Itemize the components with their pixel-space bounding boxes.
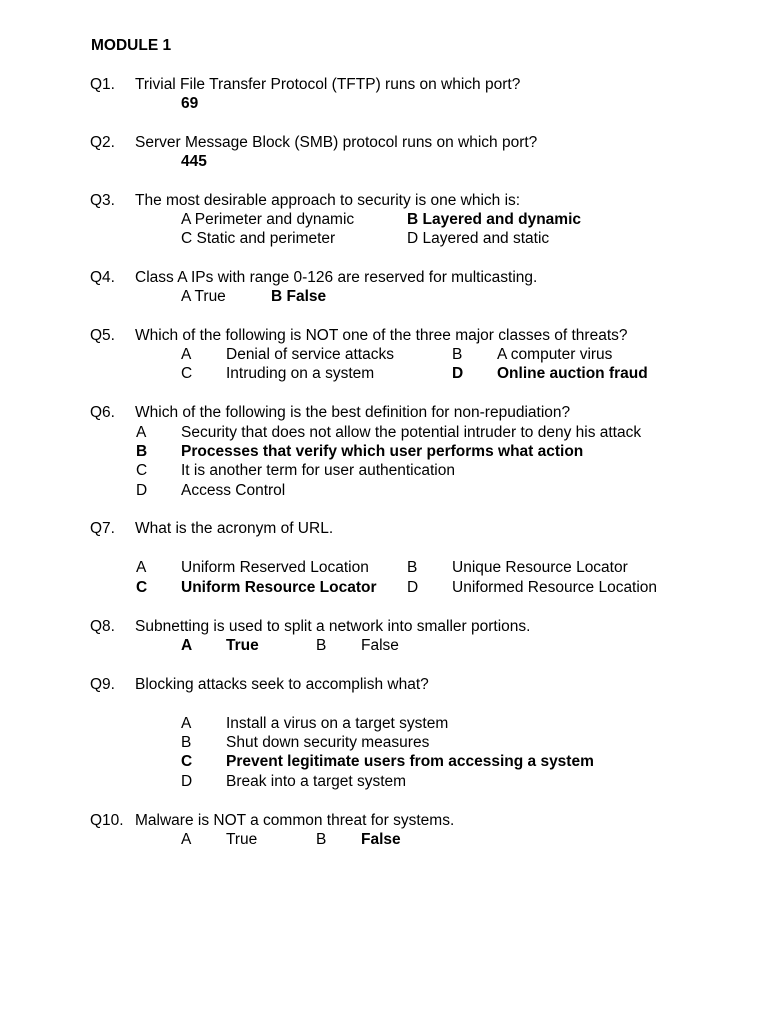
question-text: Blocking attacks seek to accomplish what? <box>135 676 429 693</box>
option-b-answer: B Layered and dynamic <box>407 211 582 228</box>
question-text: Malware is NOT a common threat for systems. <box>135 812 455 829</box>
option-d-answer: Online auction fraud <box>497 365 648 382</box>
option-a: Denial of service attacks <box>226 346 394 363</box>
option-b-answer: False <box>361 831 401 848</box>
question-text: Trivial File Transfer Protocol (TFTP) runs on which port? <box>135 76 521 93</box>
option-b-letter: B <box>316 831 327 848</box>
option-a-letter: A <box>181 831 192 848</box>
option-d: D Layered and static <box>407 230 550 247</box>
option-b: A computer virus <box>497 346 613 363</box>
option-a: True <box>226 831 258 848</box>
option-a: Security that does not allow the potential intruder to deny his attack <box>181 424 642 441</box>
question-text: The most desirable approach to security is one which is: <box>135 192 521 209</box>
option-d-letter: D <box>407 579 419 596</box>
module-title: MODULE 1 <box>91 37 172 54</box>
option-d: Access Control <box>181 482 286 499</box>
option-d-letter: D <box>136 482 148 499</box>
option-d-letter: D <box>181 773 193 790</box>
option-a: A True <box>181 288 226 305</box>
option-c-letter-answer: C <box>136 579 148 596</box>
question-text: What is the acronym of URL. <box>135 520 334 537</box>
question-number: Q4. <box>90 269 115 286</box>
option-c: Intruding on a system <box>226 365 375 382</box>
question-number: Q3. <box>90 192 115 209</box>
option-a-letter: A <box>181 715 192 732</box>
question-text: Class A IPs with range 0-126 are reserved for multicasting. <box>135 269 538 286</box>
option-a: A Perimeter and dynamic <box>181 211 355 228</box>
option-b-letter-answer: B <box>136 443 148 460</box>
option-b-letter: B <box>316 637 327 654</box>
option-c-letter: C <box>136 462 148 479</box>
option-a-answer: True <box>226 637 259 654</box>
option-c: It is another term for user authentication <box>181 462 455 479</box>
option-b-letter: B <box>407 559 418 576</box>
option-b-answer: Processes that verify which user performs what action <box>181 443 584 460</box>
option-d-letter-answer: D <box>452 365 464 382</box>
option-a-letter: A <box>181 346 192 363</box>
option-c: C Static and perimeter <box>181 230 336 247</box>
option-b-answer: B False <box>271 288 327 305</box>
option-c-answer: Uniform Resource Locator <box>181 579 377 596</box>
question-number: Q7. <box>90 520 115 537</box>
option-c-letter-answer: C <box>181 753 193 770</box>
option-a: Uniform Reserved Location <box>181 559 369 576</box>
option-b-letter: B <box>181 734 192 751</box>
question-number: Q10. <box>90 812 124 829</box>
option-d: Break into a target system <box>226 773 407 790</box>
option-a-letter: A <box>136 559 147 576</box>
question-number: Q5. <box>90 327 115 344</box>
question-text: Subnetting is used to split a network into smaller portions. <box>135 618 531 635</box>
question-text: Which of the following is NOT one of the three major classes of threats? <box>135 327 628 344</box>
option-b: Shut down security measures <box>226 734 430 751</box>
question-text: Which of the following is the best definition for non-repudiation? <box>135 404 571 421</box>
answer-text: 445 <box>181 153 207 170</box>
question-text: Server Message Block (SMB) protocol runs on which port? <box>135 134 538 151</box>
option-b: Unique Resource Locator <box>452 559 628 576</box>
option-d: Uniformed Resource Location <box>452 579 658 596</box>
option-b-letter: B <box>452 346 463 363</box>
question-number: Q1. <box>90 76 115 93</box>
option-a: Install a virus on a target system <box>226 715 449 732</box>
question-number: Q8. <box>90 618 115 635</box>
answer-text: 69 <box>181 95 199 112</box>
option-a-letter-answer: A <box>181 637 193 654</box>
option-c-answer: Prevent legitimate users from accessing a system <box>226 753 594 770</box>
question-number: Q2. <box>90 134 115 151</box>
option-a-letter: A <box>136 424 147 441</box>
question-number: Q6. <box>90 404 115 421</box>
question-number: Q9. <box>90 676 115 693</box>
option-b: False <box>361 637 399 654</box>
option-c-letter: C <box>181 365 193 382</box>
